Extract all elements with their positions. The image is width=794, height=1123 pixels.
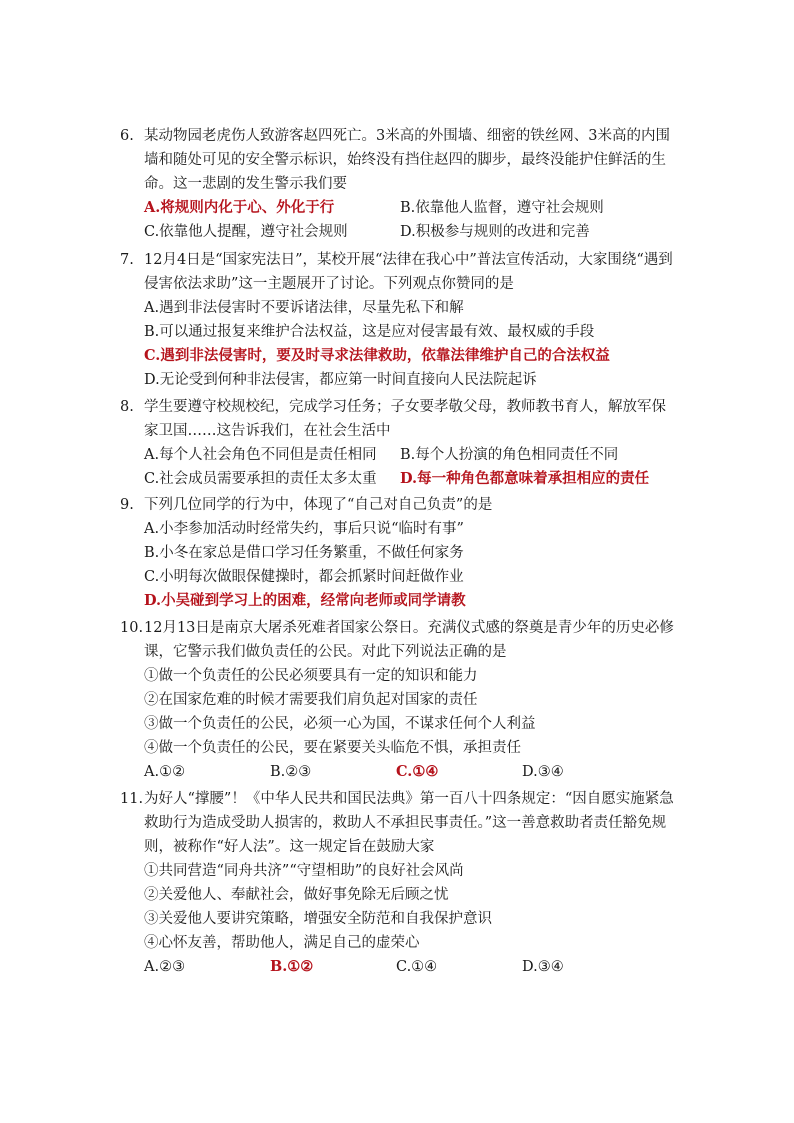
statement-3: ③关爱他人要讲究策略，增强安全防范和自我保护意识 xyxy=(144,911,492,927)
question-6 xyxy=(120,124,680,244)
statement-4: ④心怀友善，帮助他人，满足自己的虚荣心 xyxy=(144,935,420,951)
question-text: 为好人“撑腰”！《中华人民共和国民法典》第一百八十四条规定：“因自愿实施紧急救助行为造成受助人损害的，救助人不承担民事责任。”这一善意救助者责任豁免规则，被称作“好人法”。这一规定旨在鼓励大家 xyxy=(144,791,674,855)
question-number: 8. xyxy=(120,399,134,415)
statement-2: ②关爱他人、奉献社会，做好事免除无后顾之忧 xyxy=(144,887,449,903)
options-row xyxy=(120,467,680,491)
question-stem xyxy=(120,124,680,196)
option-d: D.无论受到何种非法侵害，都应第一时间直接向人民法院起诉 xyxy=(144,372,537,388)
option-a: A.遇到非法侵害时不要诉诸法律，尽量先私下和解 xyxy=(144,300,464,316)
question-text: 某动物园老虎伤人致游客赵四死亡。3米高的外围墙、细密的铁丝网、3米高的内围墙和随处可见的安全警示标识，始终没有挡住赵四的脚步，最终没能护住鲜活的生命。这一悲剧的发生警示我们要 xyxy=(144,128,670,192)
question-stem xyxy=(120,787,680,859)
options-row xyxy=(120,196,680,220)
question-stem xyxy=(120,493,680,517)
question-7 xyxy=(120,248,680,392)
question-text: 12月4日是“国家宪法日”，某校开展“法律在我心中”普法宣传活动，大家围绕“遇到侵害依法求助”这一主题展开了讨论。下列观点你赞同的是 xyxy=(144,252,673,292)
option-a: A.小李参加活动时经常失约，事后只说“临时有事” xyxy=(144,521,464,537)
question-number: 10. xyxy=(120,620,144,636)
options-row xyxy=(120,955,680,979)
statement-1: ①做一个负责任的公民必须要具有一定的知识和能力 xyxy=(144,668,478,684)
statement-4: ④做一个负责任的公民，要在紧要关头临危不惧，承担责任 xyxy=(144,740,521,756)
options-row xyxy=(120,220,680,244)
question-stem xyxy=(120,395,680,443)
option-b-answer: B.①② xyxy=(270,958,314,975)
option-c: C.小明每次做眼保健操时，都会抓紧时间赶做作业 xyxy=(144,569,464,585)
options-row xyxy=(120,443,680,467)
option-b: B.每个人扮演的角色相同责任不同 xyxy=(400,447,619,463)
option-d: D.③④ xyxy=(522,959,564,975)
option-d: D.积极参与规则的改进和完善 xyxy=(400,224,590,240)
statement-3: ③做一个负责任的公民，必须一心为国，不谋求任何个人利益 xyxy=(144,716,536,732)
question-11 xyxy=(120,787,680,979)
option-c: C.社会成员需要承担的责任太多太重 xyxy=(144,471,377,487)
question-number: 6. xyxy=(120,128,134,144)
option-d: D.③④ xyxy=(522,764,564,780)
question-text: 下列几位同学的行为中，体现了“自己对自己负责”的是 xyxy=(144,497,493,513)
question-text: 学生要遵守校规校纪，完成学习任务；子女要孝敬父母，教师教书育人，解放军保家卫国……这告诉我们，在社会生活中 xyxy=(144,399,666,439)
options-row xyxy=(120,760,680,784)
option-b: B.②③ xyxy=(270,764,312,780)
question-number: 9. xyxy=(120,497,134,513)
option-b: B.可以通过报复来维护合法权益，这是应对侵害最有效、最权威的手段 xyxy=(144,324,595,340)
option-c-answer: C.①④ xyxy=(396,763,439,780)
question-stem xyxy=(120,248,680,296)
option-b: B.依靠他人监督，遵守社会规则 xyxy=(400,200,604,216)
statement-2: ②在国家危难的时候才需要我们肩负起对国家的责任 xyxy=(144,692,478,708)
option-c: C.依靠他人提醒，遵守社会规则 xyxy=(144,224,348,240)
question-8 xyxy=(120,395,680,491)
option-d-answer: D.每一种角色都意味着承担相应的责任 xyxy=(400,470,650,487)
option-a: A.每个人社会角色不同但是责任相同 xyxy=(144,447,377,463)
option-d-answer: D.小吴碰到学习上的困难，经常向老师或同学请教 xyxy=(144,592,466,609)
question-9 xyxy=(120,493,680,613)
option-b: B.小冬在家总是借口学习任务繁重，不做任何家务 xyxy=(144,545,464,561)
option-a: A.②③ xyxy=(144,959,186,975)
question-number: 7. xyxy=(120,252,134,268)
question-text: 12月13日是南京大屠杀死难者国家公祭日。充满仪式感的祭奠是青少年的历史必修课，它警示我们做负责任的公民。对此下列说法正确的是 xyxy=(144,620,674,660)
question-10 xyxy=(120,616,680,784)
option-a-answer: A.将规则内化于心、外化于行 xyxy=(144,199,335,216)
statement-1: ①共同营造“同舟共济”“守望相助”的良好社会风尚 xyxy=(144,863,464,879)
option-a: A.①② xyxy=(144,764,186,780)
question-stem xyxy=(120,616,680,664)
option-c-answer: C.遇到非法侵害时，要及时寻求法律救助，依靠法律维护自己的合法权益 xyxy=(144,347,610,364)
question-number: 11. xyxy=(120,791,144,807)
option-c: C.①④ xyxy=(396,959,438,975)
